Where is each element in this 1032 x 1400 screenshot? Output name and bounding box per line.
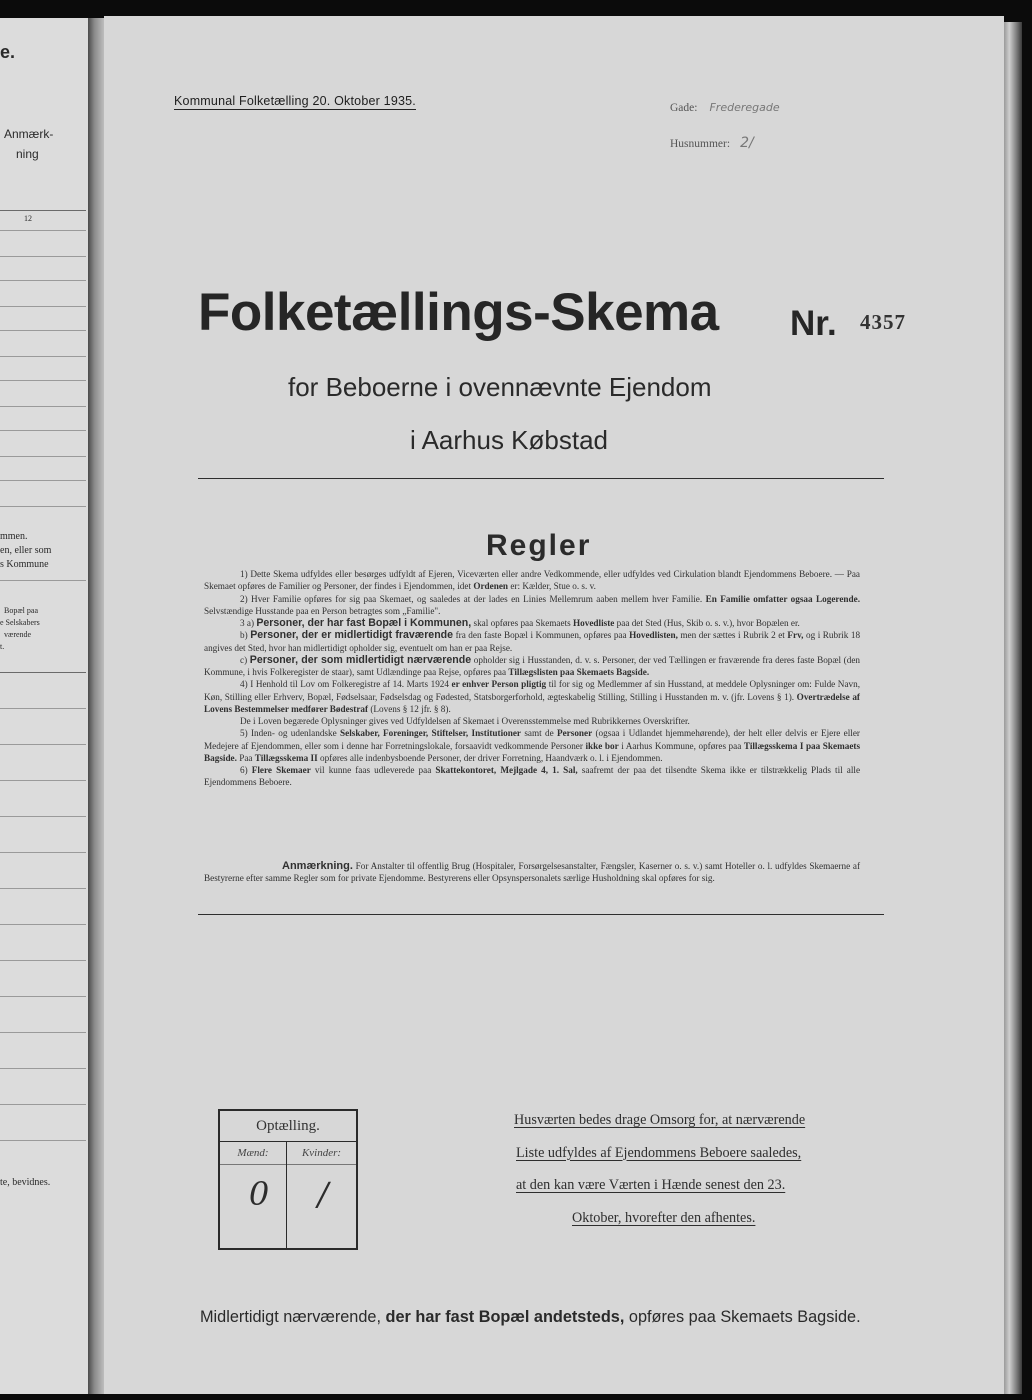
count-box xyxy=(218,1109,358,1250)
rules-bottom-divider xyxy=(198,914,884,915)
left-page-fragment-text: Bopæl paa xyxy=(4,606,38,615)
rule-4b: De i Loven begærede Oplysninger gives ved Udfyldelsen af Skemaet i Overensstemmelse med Rubrikkernes Overskrifter. xyxy=(240,716,690,726)
notice-line: Husværten bedes drage Omsorg for, at nærværende xyxy=(514,1112,806,1128)
left-page-row-rule xyxy=(0,1140,86,1141)
left-page-corner-text: e. xyxy=(0,42,16,62)
street-label: Gade: xyxy=(670,102,698,114)
left-page-row-rule xyxy=(0,816,86,817)
form-number: 4357 xyxy=(860,310,906,334)
women-count: / xyxy=(317,1175,329,1213)
left-page-row-rule xyxy=(0,672,86,673)
left-page-fragment-text: værende xyxy=(4,630,32,639)
left-page-row-rule xyxy=(0,1032,86,1033)
women-label: Kvinder: xyxy=(287,1142,356,1165)
rules-text xyxy=(204,568,860,789)
left-page-row-rule xyxy=(0,230,86,231)
left-page-row-rule xyxy=(0,1104,86,1105)
left-page-row-rule xyxy=(0,430,86,431)
street-value: Frederegade xyxy=(709,101,780,114)
left-page-remark-heading: Anmærk- xyxy=(4,127,54,141)
left-page-row-rule xyxy=(0,924,86,925)
form-subtitle: for Beboerne i ovennævnte Ejendom xyxy=(288,372,712,402)
notice-line: Liste udfyldes af Ejendommens Beboere saaledes, xyxy=(516,1144,802,1161)
rule-3c: c) Personer, der som midlertidigt nærværende opholder sig i Husstanden, d. v. s. Personer, der ved Tællingen er fraværende fra deres faste Bopæl (den Kommune, i hvis Folkeregister de staar), samt Udlændinge paa Rejse, opføres paa Tillægslisten paa Skemaets Bagside. xyxy=(204,653,861,677)
left-page-fragment xyxy=(0,18,89,1394)
rule-5: 5) Inden- og udenlandske Selskaber, Foreninger, Stiftelser, Institutioner samt de Personer (ogsaa i Udlandet hjemmehørende), der helt eller delvis er Ejere eller Medejere af Ejendommen, eller som i denne har Forretningslokale, forsaavidt vedkommende Personer ikke bor i Aarhus Kommune, opføres paa Tillægsskema I paa Skemaets Bagside. Paa Tillægsskema II opføres alle indenbysboende Personer, der driver Forretning, Haandværk o. l. i Ejendommen. xyxy=(204,728,861,763)
left-page-fragment-text: s Kommune xyxy=(0,559,49,570)
form-number-label: Nr. xyxy=(790,304,837,343)
remark-note xyxy=(204,860,860,885)
remark-label: Anmærkning. xyxy=(282,860,353,872)
left-page-row-rule xyxy=(0,380,86,381)
left-page-column-number: 12 xyxy=(24,214,32,223)
left-page-fragment-text: en, eller som xyxy=(0,545,52,556)
street-field xyxy=(670,98,780,116)
census-header: Kommunal Folketælling 20. Oktober 1935. xyxy=(174,94,416,108)
left-page-row-rule xyxy=(0,580,86,581)
left-page-row-rule xyxy=(0,280,86,281)
landlord-notice xyxy=(514,1112,866,1242)
footer-note: Midlertidigt nærværende, der har fast Bopæl andetsteds, opføres paa Skemaets Bagside. xyxy=(200,1308,861,1326)
left-page-row-rule xyxy=(0,356,86,357)
rule-2: 2) Hver Familie opføres for sig paa Skemaet, og saaledes at der lades en Linies Mellemrum aaben mellem hver Familie. En Familie omfatter ogsaa Logerende. Selvstændige Husstande paa en Person betragtes som „Familie". xyxy=(204,593,860,616)
notice-line: at den kan være Værten i Hænde senest den 23. xyxy=(516,1177,786,1193)
count-title: Optælling. xyxy=(220,1111,356,1142)
left-page-row-rule xyxy=(0,506,86,507)
left-page-row-rule xyxy=(0,852,86,853)
left-page-row-rule xyxy=(0,306,86,307)
rule-4: 4) I Henhold til Lov om Folkeregistre af 14. Marts 1924 er enhver Person pligtig til for sig og Medlemmer af sin Husstand, at meddele Oplysninger om: Fulde Navn, Køn, Stilling eller Erhverv, Bopæl, Fødselsaar, Fødselsdag og Fødested, Statsborgerforhold, ægteskabelig Stilling, Stilling i Husstanden m. v. (jfr. Lovens § 1). Overtrædelse af Lovens Bestemmelser medfører Bødestraf (Lovens § 12 jfr. § 8). xyxy=(204,679,861,714)
left-page-row-rule xyxy=(0,780,86,781)
left-page-row-rule xyxy=(0,456,86,457)
left-page-row-rule xyxy=(0,708,86,709)
left-page-fragment-text: e Selskabers xyxy=(0,618,40,627)
left-page-fragment-text: te, bevidnes. xyxy=(0,1177,51,1188)
left-page-row-rule xyxy=(0,888,86,889)
left-page-remark-heading-2: ning xyxy=(16,147,39,161)
left-page-row-rule xyxy=(0,406,86,407)
rules-heading: Regler xyxy=(486,529,592,562)
page-stack-edge xyxy=(1004,22,1022,1394)
rule-6: 6) Flere Skemaer vil kunne faas udleverede paa Skattekontoret, Mejlgade 4, 1. Sal, saafremt der paa det tilsendte Skema ikke er tilstrækkelig Plads til alle Ejendommens Beboere. xyxy=(204,765,861,788)
remark-text: For Anstalter til offentlig Brug (Hospitaler, Forsørgelsesanstalter, Fængsler, Kaserner o. s. v.) samt Hoteller o. l. udfyldes Skemaerne af Bestyrerne efter samme Regler som for private Ejendomme. Bestyrerens eller Opsynspersonalets særlige Husholdning skal opføres for sig. xyxy=(204,861,861,884)
left-page-row-rule xyxy=(0,480,86,481)
left-page-row-rule xyxy=(0,1068,86,1069)
left-page-fragment-text: mmen. xyxy=(0,531,28,542)
house-number-value: 2/ xyxy=(740,135,754,151)
rule-3b: b) Personer, der er midlertidigt fraværende fra den faste Bopæl i Kommunen, opføres paa Hovedlisten, men der sættes i Rubrik 2 et Frv, og i Rubrik 18 angives det Sted, hvor han midlertidigt opholder sig, eventuelt om han er paa Rejse. xyxy=(204,629,861,653)
census-form-page xyxy=(104,16,1004,1394)
left-page-row-rule xyxy=(0,744,86,745)
men-count: 0 xyxy=(248,1175,270,1213)
form-subtitle-city: i Aarhus Købstad xyxy=(410,425,608,455)
left-page-row-rule xyxy=(0,330,86,331)
left-page-header-rule xyxy=(0,210,86,211)
book-binding xyxy=(88,18,104,1394)
left-page-row-rule xyxy=(0,960,86,961)
notice-line: Oktober, hvorefter den afhentes. xyxy=(572,1209,756,1226)
left-page-fragment-text: t. xyxy=(0,642,5,651)
form-title: Folketællings-Skema xyxy=(198,283,719,342)
men-label: Mænd: xyxy=(220,1142,286,1165)
title-divider xyxy=(198,478,884,479)
house-number-field xyxy=(670,134,754,152)
house-number-label: Husnummer: xyxy=(670,138,731,150)
left-page-row-rule xyxy=(0,256,86,257)
rule-1: 1) Dette Skema udfyldes eller besørges udfyldt af Ejeren, Viceværten eller andre Vedkommende, eller udfyldes ved Cirkulation blandt Ejendommens Beboere. — Paa Skemaet opføres de Familier og Personer, der findes i Ejendommen, idet Ordenen er: Kælder, Stue o. s. v. xyxy=(204,569,860,592)
rule-3a: 3 a) Personer, der har fast Bopæl i Kommunen, skal opføres paa Skemaets Hovedliste paa det Sted (Hus, Skib o. s. v.), hvor Bopælen er. xyxy=(240,617,800,629)
left-page-row-rule xyxy=(0,996,86,997)
